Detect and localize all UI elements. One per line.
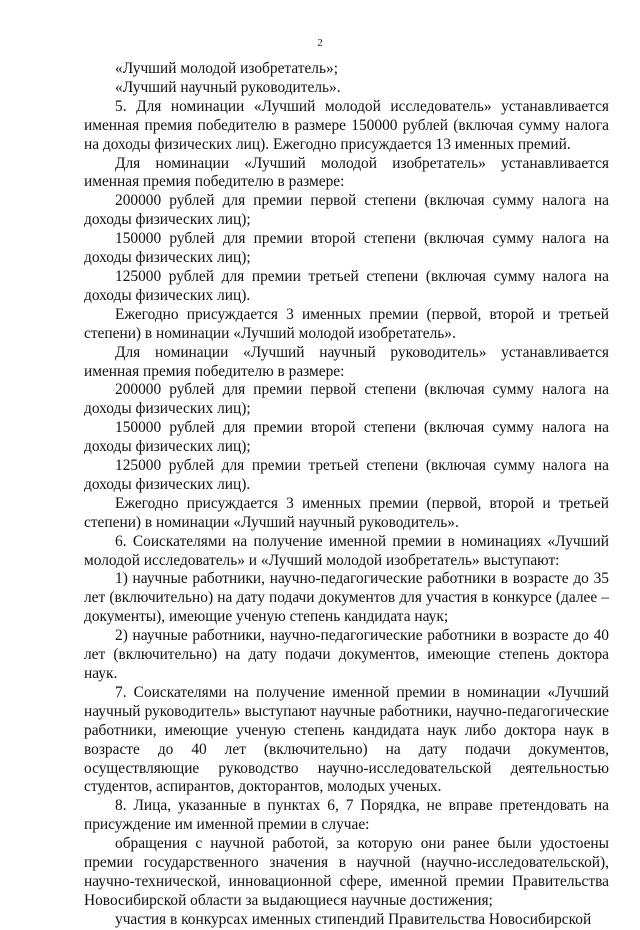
supervisor-prize-intro: Для номинации «Лучший научный руководитель» устанавливается именная премия победителю в размере: — [84, 343, 609, 380]
clause-5-young-researcher-prize: 5. Для номинации «Лучший молодой исследователь» устанавливается именная премия победителю в размере 150000 рублей (включая сумму налога на доходы физических лиц). Ежегодно присуждается 13 именных премий. — [84, 97, 609, 153]
supervisor-prize-first-degree: 200000 рублей для премии первой степени (включая сумму налога на доходы физических лиц); — [84, 381, 609, 418]
inventor-prize-first-degree: 200000 рублей для премии первой степени (включая сумму налога на доходы физических лиц); — [84, 192, 609, 229]
inventor-prize-annual-count: Ежегодно присуждается 3 именных премии (первой, второй и третьей степени) в номинации «Лучший молодой изобретатель». — [84, 305, 609, 342]
document-body — [84, 60, 609, 930]
inventor-prize-intro: Для номинации «Лучший молодой изобретатель» устанавливается именная премия победителю в размере: — [84, 154, 609, 191]
clause-8-restriction-scholarship: участия в конкурсах именных стипендий Правительства Новосибирской — [115, 910, 592, 928]
list-item-scientific-supervisor: «Лучший научный руководитель». — [115, 78, 341, 96]
inventor-prize-third-degree: 125000 рублей для премии третьей степени (включая сумму налога на доходы физических лиц). — [84, 267, 609, 304]
clause-8-restrictions: 8. Лица, указанные в пунктах 6, 7 Порядка, не вправе претендовать на присуждение им именной премии в случае: — [84, 797, 609, 834]
clause-6-applicants: 6. Соискателями на получение именной премии в номинациях «Лучший молодой исследователь» и «Лучший молодой изобретатель» выступают: — [84, 532, 609, 569]
list-item-young-inventor: «Лучший молодой изобретатель»; — [115, 60, 338, 77]
inventor-prize-second-degree: 150000 рублей для премии второй степени (включая сумму налога на доходы физических лиц); — [84, 230, 609, 267]
supervisor-prize-second-degree: 150000 рублей для премии второй степени (включая сумму налога на доходы физических лиц); — [84, 419, 609, 456]
clause-8-restriction-previous-award: обращения с научной работой, за которую они ранее были удостоены премии государственного значения в научной (научно-исследовательской), научно-технической, инновационной сфере, именной премии Правительства Новосибирской области за выдающиеся научные достижения; — [84, 835, 609, 909]
clause-6-item-2: 2) научные работники, научно-педагогические работники в возрасте до 40 лет (включительно) на дату подачи документов, имеющие степень доктора наук. — [84, 627, 609, 682]
supervisor-prize-annual-count: Ежегодно присуждается 3 именных премии (первой, второй и третьей степени) в номинации «Лучший научный руководитель». — [84, 494, 609, 531]
supervisor-prize-third-degree: 125000 рублей для премии третьей степени (включая сумму налога на доходы физических лиц). — [84, 457, 609, 493]
clause-7-supervisor-applicants: 7. Соискателями на получение именной премии в номинации «Лучший научный руководитель» выступают научные работники, научно-педагогические работники, имеющие ученую степень кандидата наук либо доктора наук в возрасте до 40 лет (включительно) на дату подачи документов, осуществляющие руководство научно-исследовательской деятельностью студентов, аспирантов, докторантов, молодых ученых. — [84, 683, 609, 796]
page-number: 2 — [317, 37, 323, 49]
clause-6-item-1: 1) научные работники, научно-педагогические работники в возрасте до 35 лет (включительно) на дату подачи документов для участия в конкурсе (далее – документы), имеющие ученую степень кандидата наук; — [84, 570, 609, 626]
